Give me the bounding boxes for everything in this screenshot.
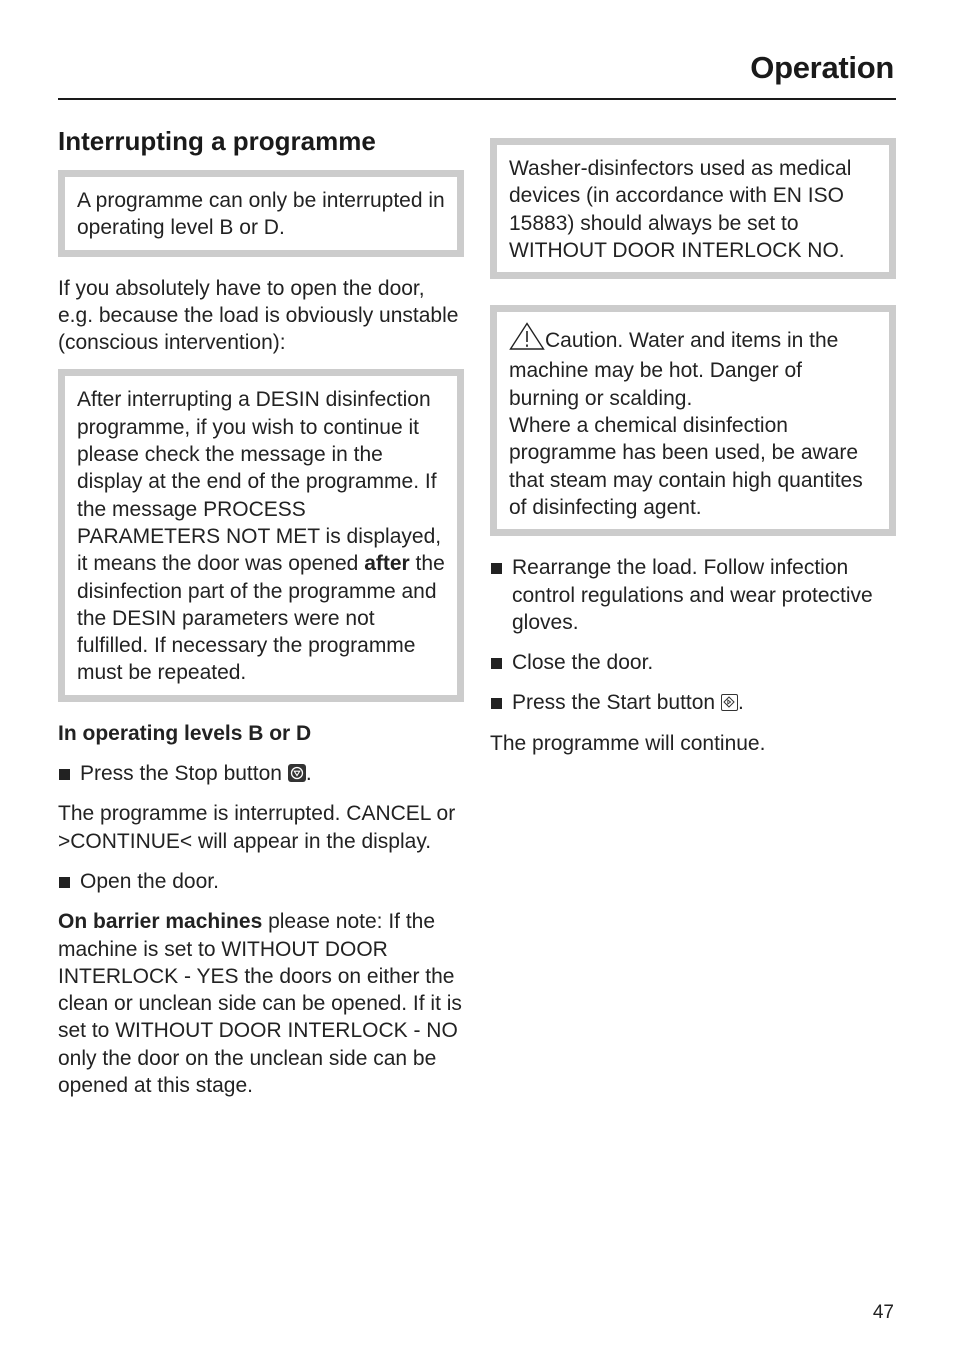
list-item-close-door — [490, 649, 896, 676]
caution-box — [490, 305, 896, 536]
list-item-rearrange — [490, 554, 896, 636]
bullet-square-icon — [59, 877, 70, 888]
levels-subheading: In operating levels B or D — [58, 721, 312, 745]
press-stop-text: Press the Stop button — [80, 762, 282, 786]
caution-line1 — [509, 322, 877, 412]
list-item-press-stop — [58, 760, 464, 787]
barrier-text: please note: If the machine is set to WITHOUT DOOR INTERLOCK - YES the doors on either the clean or unclean side can be opened. If it is set to WITHOUT DOOR INTERLOCK - NO only the door on the unclean side can be opened at this stage. — [58, 910, 462, 1098]
close-door-text: Close the door. — [512, 651, 654, 675]
barrier-bold: On barrier machines — [58, 910, 263, 934]
level-note-box — [58, 170, 464, 257]
stop-button-icon — [288, 764, 306, 782]
caution-line1-text: Caution. Water and items in the machine may be hot. Danger of burning or scalding. — [509, 329, 839, 410]
start-button-icon — [721, 694, 738, 711]
rearrange-text: Rearrange the load. Follow infection control regulations and wear protective gloves. — [512, 556, 873, 634]
medical-note-box — [490, 138, 896, 279]
page-number: 47 — [872, 1302, 894, 1323]
medical-note-text: Washer-disinfectors used as medical devices (in accordance with EN ISO 15883) should always be set to WITHOUT DOOR INTERLOCK NO. — [509, 157, 852, 262]
bullet-square-icon — [59, 769, 70, 780]
press-start-text: Press the Start button — [512, 691, 716, 715]
open-door-text: Open the door. — [80, 869, 219, 893]
desin-note-box — [58, 369, 464, 701]
desin-text-bold: after — [364, 552, 410, 576]
continue-paragraph: The programme will continue. — [490, 731, 766, 755]
warning-triangle-icon — [509, 322, 545, 357]
desin-note-text — [77, 386, 445, 686]
section-title: Interrupting a programme — [58, 126, 376, 156]
right-column — [490, 138, 896, 770]
level-note-text: A programme can only be interrupted in operating level B or D. — [77, 189, 445, 240]
desin-text-part1: After interrupting a DESIN disinfection programme, if you wish to continue it please check the message in the display at the end of the programme. If the message PROCESS PARAMETERS NOT MET is displayed, it means the door was opened — [77, 388, 442, 576]
list-item-open-door — [58, 868, 464, 895]
barrier-paragraph — [58, 908, 464, 1099]
press-start-end: . — [737, 691, 744, 715]
press-stop-end: . — [305, 762, 312, 786]
header-divider — [58, 98, 896, 100]
caution-line2: Where a chemical disinfection programme has been used, be aware that steam may contain high quantites of disinfecting agent. — [509, 414, 863, 519]
list-item-press-start — [490, 689, 896, 716]
left-column — [58, 122, 464, 1112]
bullet-square-icon — [491, 563, 502, 574]
desin-text-part2: the disinfection part of the programme and the DESIN parameters were not fulfilled. If necessary the programme must be repeated. — [77, 552, 445, 685]
page-title: Operation — [750, 50, 894, 85]
bullet-square-icon — [491, 658, 502, 669]
bullet-square-icon — [491, 698, 502, 709]
interrupted-paragraph: The programme is interrupted. CANCEL or >CONTINUE< will appear in the display. — [58, 802, 456, 853]
intro-paragraph: If you absolutely have to open the door, e.g. because the load is obviously unstable (conscious intervention): — [58, 276, 459, 355]
